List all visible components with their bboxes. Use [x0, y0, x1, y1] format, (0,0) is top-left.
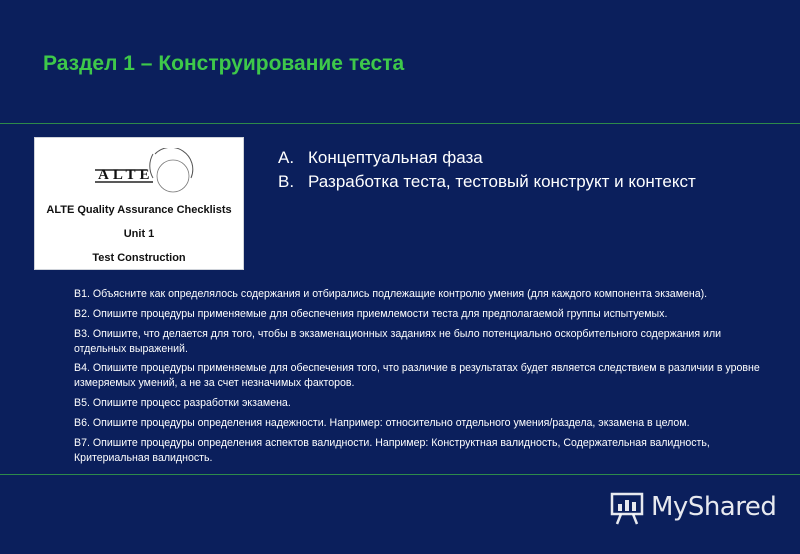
checklist-items	[74, 287, 774, 471]
checklist-item-b3: B3. Опишите, что делается для того, чтобы в экзаменационных заданиях не было потенциально оскорбительного содержания или отдельных выражений.	[74, 328, 722, 355]
svg-text:ALTE: ALTE	[98, 167, 154, 183]
alte-logo-card	[34, 137, 244, 270]
card-line-unit: Unit 1	[123, 228, 155, 240]
presentation-board-icon	[609, 490, 645, 526]
bottom-divider	[0, 474, 800, 475]
phase-text: Концептуальная фаза	[308, 148, 483, 167]
phase-b	[278, 170, 718, 194]
watermark	[609, 488, 784, 528]
checklist-item-b6: B6. Опишите процедуры определения надежности. Например: относительно отдельного умения/раздела, экзамена в целом.	[74, 417, 690, 429]
alte-logo	[95, 148, 195, 196]
watermark-text: MyShared	[651, 492, 777, 522]
card-line-subtitle: Test Construction	[92, 252, 186, 264]
card-line-title: ALTE Quality Assurance Checklists	[46, 204, 232, 216]
checklist-item-b2: B2. Опишите процедуры применяемые для обеспечения приемлемости теста для предполагаемой группы испытуемых.	[74, 308, 668, 320]
checklist-item-b5: B5. Опишите процесс разработки экзамена.	[74, 397, 291, 409]
top-divider	[0, 123, 800, 124]
checklist-item-b7: B7. Опишите процедуры определения аспектов валидности. Например: Конструктная валидность, Содержательная валидность, Критериальная валидность.	[74, 437, 710, 464]
phase-letter: B.	[278, 172, 295, 191]
checklist-item-b1: B1. Объясните как определялось содержания и отбирались подлежащие контролю умения (для каждого компонента экзамена).	[74, 288, 708, 300]
checklist-item-b4: B4. Опишите процедуры применяемые для обеспечения того, что различие в результатах будет является следствием в различии в уровне измеряемых умений, а не за счет незначимых факторов.	[74, 362, 760, 389]
phase-a	[278, 146, 718, 170]
slide-title: Раздел 1 – Конструирование теста	[43, 52, 405, 75]
phase-letter: A.	[278, 148, 295, 167]
phase-text: Разработка теста, тестовый конструкт и контекст	[308, 172, 696, 191]
phase-list	[278, 146, 718, 194]
